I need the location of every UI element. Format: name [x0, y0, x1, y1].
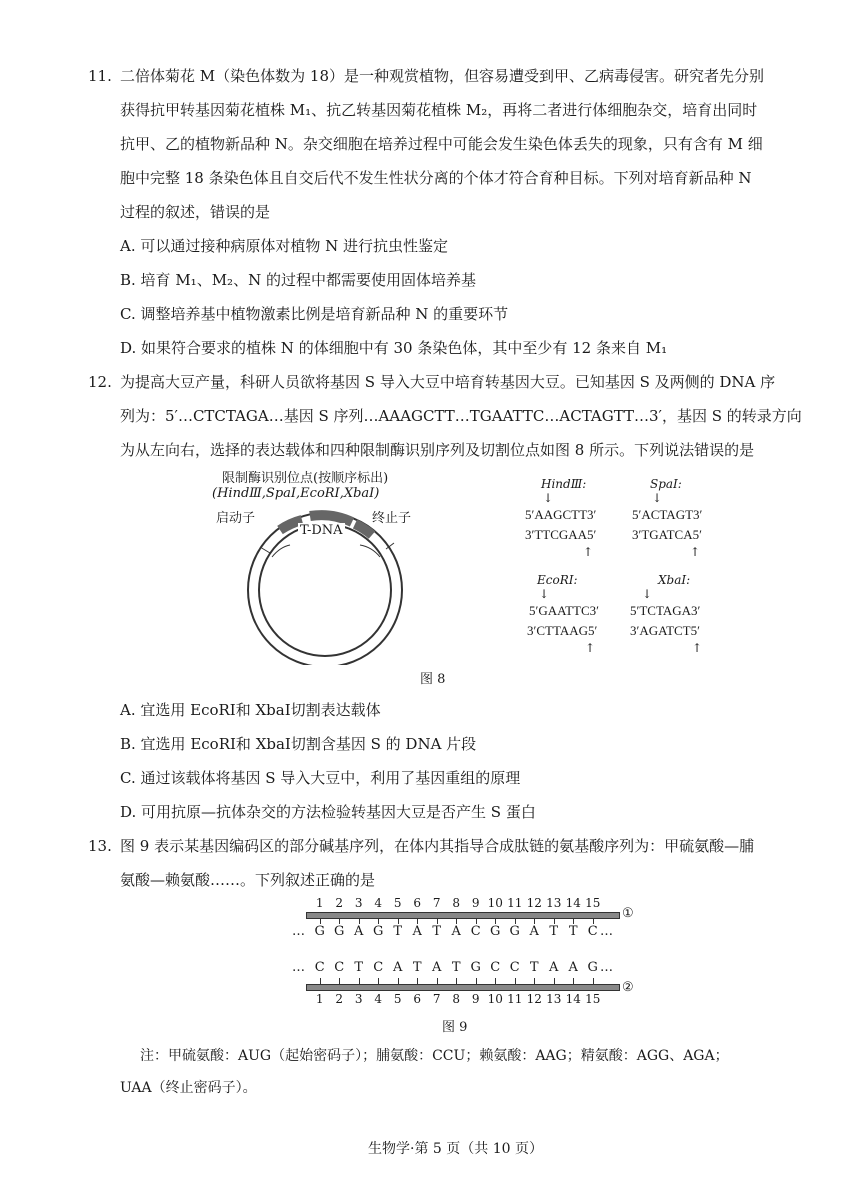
- cut-arrow-up-icon: ↑: [583, 545, 594, 559]
- q12-option-b: B. 宜选用 EcoRⅠ和 XbaⅠ切割含基因 S 的 DNA 片段: [120, 735, 477, 753]
- strand-1-ellipsis-right: …: [600, 924, 613, 939]
- position-number: 10: [487, 992, 503, 1006]
- position-number: 9: [471, 992, 480, 1006]
- q13-line-2: 氨酸—赖氨酸……。下列叙述正确的是: [120, 871, 376, 889]
- strand-1-base: A: [354, 924, 364, 939]
- strand-2-base: A: [432, 960, 442, 975]
- position-number: 13: [546, 992, 562, 1006]
- strand-1-base: A: [412, 924, 422, 939]
- site-bottom: 3′CTTAAG5′: [527, 623, 598, 638]
- strand-2-base: G: [470, 960, 481, 975]
- plasmid-enzyme-order: (HindⅢ,SpaⅠ,EcoRⅠ,XbaⅠ): [212, 486, 380, 501]
- strand-1-label: ①: [622, 906, 634, 921]
- strand-1-bases: [310, 924, 600, 940]
- site-top: 5′TCTAGA3′: [630, 603, 701, 618]
- q11-line-1: 二倍体菊花 M（染色体数为 18）是一种观赏植物，但容易遭受到甲、乙病毒侵害。研究者先分别: [120, 67, 764, 85]
- position-number: 10: [487, 896, 503, 910]
- position-number: 7: [432, 896, 441, 910]
- enzyme-name: SpaⅠ:: [650, 477, 682, 491]
- position-number: 11: [507, 896, 523, 910]
- site-top: 5′ACTAGT3′: [632, 507, 703, 522]
- site-bottom: 3′TGATCA5′: [632, 527, 702, 542]
- q12-option-c: C. 通过该载体将基因 S 导入大豆中，利用了基因重组的原理: [120, 769, 521, 787]
- strand-1-base: A: [451, 924, 461, 939]
- q13-line-1: 图 9 表示某基因编码区的部分碱基序列，在体内其指导合成肽链的氨基酸序列为：甲硫氨酸—脯: [120, 837, 755, 855]
- strand-2-base: A: [568, 960, 578, 975]
- enzyme-name: EcoRⅠ:: [537, 573, 578, 587]
- strand-2-bar: [306, 984, 620, 991]
- plasmid-site-label: 限制酶识别位点(按顺序标出): [222, 471, 389, 486]
- q11-number: 11.: [88, 67, 112, 85]
- position-number: 2: [335, 896, 344, 910]
- q13-number: 13.: [88, 837, 112, 855]
- q11-option-a: A. 可以通过接种病原体对植物 N 进行抗虫性鉴定: [120, 237, 449, 255]
- site-top: 5′GAATTC3′: [529, 603, 599, 618]
- strand-2-base: T: [451, 960, 461, 975]
- position-number: 8: [452, 896, 461, 910]
- q12-line-2: 列为：5′…CTCTAGA…基因 S 序列…AAAGCTT…TGAATTC…ACTAGTT…3′，基因 S 的转录方向: [120, 407, 802, 425]
- position-number: 2: [335, 992, 344, 1006]
- position-number: 8: [452, 992, 461, 1006]
- position-number: 12: [526, 896, 542, 910]
- restriction-site-region: [310, 515, 352, 522]
- strand-2-base: C: [314, 960, 325, 975]
- position-number: 11: [507, 992, 523, 1006]
- position-number: 4: [374, 896, 383, 910]
- q11-option-d: D. 如果符合要求的植株 N 的体细胞中有 30 条染色体，其中至少有 12 条来自 M₁: [120, 339, 668, 357]
- position-number: 3: [354, 896, 363, 910]
- strand-2-base: T: [412, 960, 422, 975]
- strand-2-base: G: [587, 960, 598, 975]
- figure-9: [290, 896, 650, 1016]
- strand-1-base: G: [373, 924, 384, 939]
- q11-line-5: 过程的叙述，错误的是: [120, 203, 271, 221]
- cut-arrow-down-icon: ↓: [652, 491, 663, 505]
- enzyme-name: XbaⅠ:: [658, 573, 691, 587]
- strand-1-base: C: [587, 924, 598, 939]
- strand-2-ellipsis-right: …: [600, 960, 613, 975]
- strand-2-base: C: [490, 960, 501, 975]
- q12-option-d: D. 可用抗原—抗体杂交的方法检验转基因大豆是否产生 S 蛋白: [120, 803, 536, 821]
- position-number: 6: [413, 992, 422, 1006]
- q12-number: 12.: [88, 373, 112, 391]
- strand-2-bases: [310, 960, 600, 976]
- q11-line-2: 获得抗甲转基因菊花植株 M₁、抗乙转基因菊花植株 M₂，再将二者进行体细胞杂交，培育出同时: [120, 101, 758, 119]
- tdna-label: T-DNA: [300, 523, 343, 538]
- q12-option-a: A. 宜选用 EcoRⅠ和 XbaⅠ切割表达载体: [120, 701, 381, 719]
- q11-option-b: B. 培育 M₁、M₂、N 的过程中都需要使用固体培养基: [120, 271, 476, 289]
- site-bottom: 3′TTCGAA5′: [525, 527, 597, 542]
- promoter-label: 启动子: [216, 511, 256, 526]
- strand-2-base: C: [334, 960, 345, 975]
- q13-note-line-1: 注：甲硫氨酸：AUG（起始密码子）；脯氨酸：CCU；赖氨酸：AAG；精氨酸：AGG、AGA；: [140, 1048, 729, 1064]
- cut-arrow-down-icon: ↓: [539, 587, 550, 601]
- position-number: 5: [393, 992, 402, 1006]
- strand-1-base: T: [393, 924, 403, 939]
- position-number: 15: [585, 992, 601, 1006]
- terminator-label: 终止子: [372, 511, 412, 526]
- strand-1-base: T: [432, 924, 442, 939]
- q12-line-3: 为从左向右，选择的表达载体和四种限制酶识别序列及切割位点如图 8 所示。下列说法错误的是: [120, 441, 755, 459]
- strand-2-label: ②: [622, 980, 634, 995]
- q11-line-3: 抗甲、乙的植物新品种 N。杂交细胞在培养过程中可能会发生染色体丢失的现象，只有含有 M 细: [120, 135, 763, 153]
- figure-8-caption: 图 8: [420, 672, 446, 687]
- position-number: 14: [565, 992, 581, 1006]
- cut-arrow-up-icon: ↑: [690, 545, 701, 559]
- position-number: 5: [393, 896, 402, 910]
- strand-2-base: A: [393, 960, 403, 975]
- strand-1-base: G: [509, 924, 520, 939]
- cut-arrow-up-icon: ↑: [692, 641, 703, 655]
- position-number: 1: [315, 992, 324, 1006]
- q12-line-1: 为提高大豆产量，科研人员欲将基因 S 导入大豆中培育转基因大豆。已知基因 S 及两侧的 DNA 序: [120, 373, 776, 391]
- q13-note-line-2: UAA（终止密码子）。: [120, 1080, 257, 1096]
- cut-arrow-up-icon: ↑: [585, 641, 596, 655]
- figure-9-caption: 图 9: [442, 1020, 468, 1035]
- strand-1-base: T: [549, 924, 559, 939]
- position-number: 1: [315, 896, 324, 910]
- position-number: 6: [413, 896, 422, 910]
- position-number: 13: [546, 896, 562, 910]
- strand-1-base: A: [529, 924, 539, 939]
- position-number: 3: [354, 992, 363, 1006]
- position-number: 12: [526, 992, 542, 1006]
- position-number: 9: [471, 896, 480, 910]
- strand-1-base: T: [568, 924, 578, 939]
- strand-2-base: T: [354, 960, 364, 975]
- site-bottom: 3′AGATCT5′: [630, 623, 700, 638]
- position-number: 4: [374, 992, 383, 1006]
- position-numbers-bottom: [310, 992, 600, 1006]
- figure-8: [200, 465, 740, 665]
- strand-2-base: C: [373, 960, 384, 975]
- position-number: 7: [432, 992, 441, 1006]
- cut-arrow-down-icon: ↓: [543, 491, 554, 505]
- strand-1-ellipsis-left: …: [292, 924, 305, 939]
- q11-line-4: 胞中完整 18 条染色体且自交后代不发生性状分离的个体才符合育种目标。下列对培育新品种 N: [120, 169, 752, 187]
- strand-2-base: C: [509, 960, 520, 975]
- cut-arrow-down-icon: ↓: [642, 587, 653, 601]
- position-number: 14: [565, 896, 581, 910]
- strand-2-base: T: [529, 960, 539, 975]
- strand-2-base: A: [549, 960, 559, 975]
- position-numbers-top: [310, 896, 600, 910]
- site-top: 5′AAGCTT3′: [525, 507, 597, 522]
- strand-1-base: G: [314, 924, 325, 939]
- q11-option-c: C. 调整培养基中植物激素比例是培育新品种 N 的重要环节: [120, 305, 509, 323]
- enzyme-name: HindⅢ:: [541, 477, 587, 491]
- strand-1-base: G: [490, 924, 501, 939]
- strand-2-ellipsis-left: …: [292, 960, 305, 975]
- position-number: 15: [585, 896, 601, 910]
- plasmid-diagram: [230, 495, 420, 665]
- strand-1-base: G: [334, 924, 345, 939]
- strand-1-base: C: [470, 924, 481, 939]
- page-footer: 生物学·第 5 页（共 10 页）: [368, 1141, 543, 1157]
